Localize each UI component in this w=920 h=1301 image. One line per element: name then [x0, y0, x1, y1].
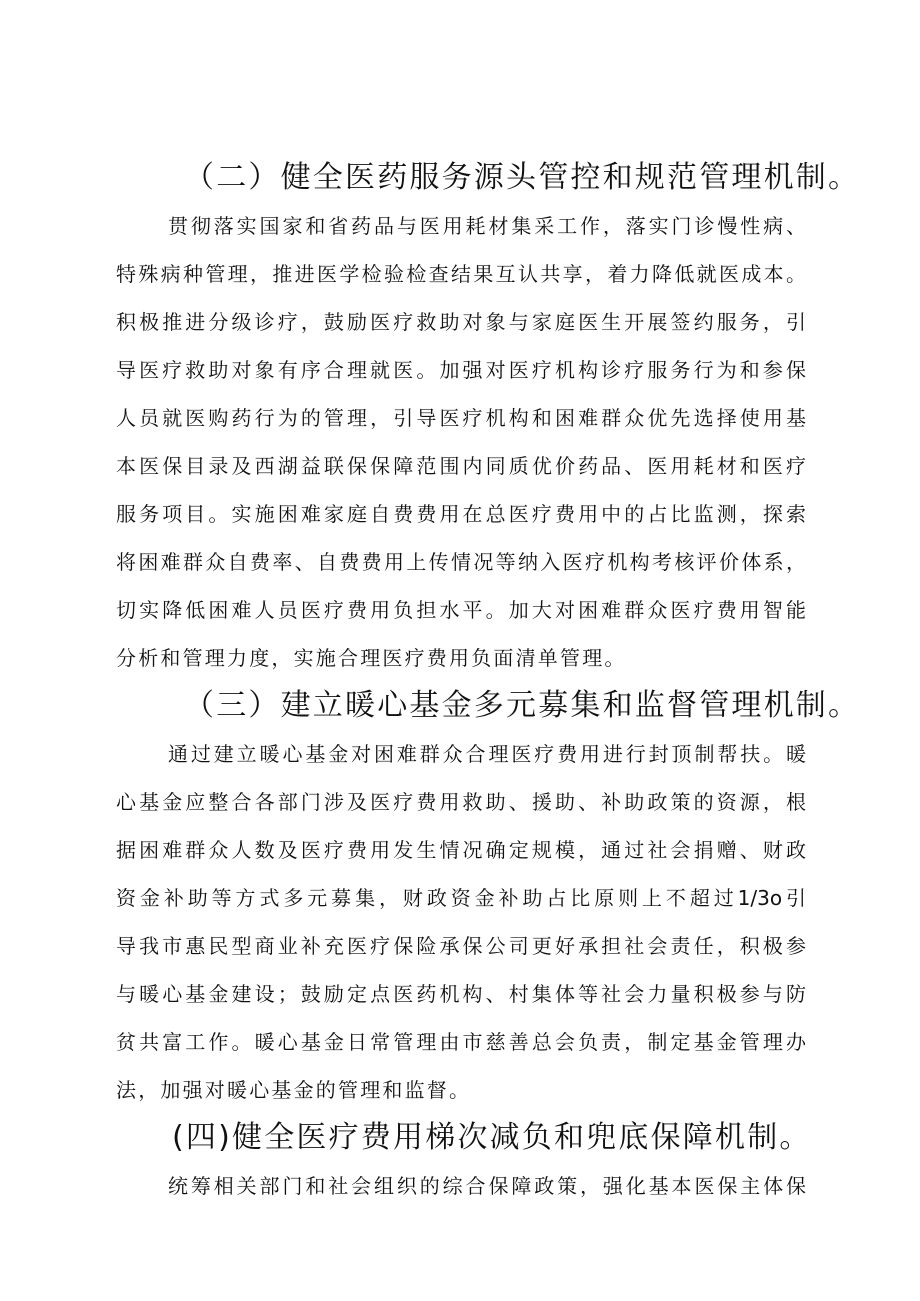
paragraph-line: 切实降低困难人员医疗费用负担水平。加大对困难群众医疗费用智能	[116, 598, 806, 622]
paragraph-line: 据困难群众人数及医疗费用发生情况确定规模，通过社会捐赠、财政	[116, 838, 806, 862]
paragraph-line: 特殊病种管理，推进医学检验检查结果互认共享，着力降低就医成本。	[116, 262, 806, 286]
paragraph-line: 导医疗救助对象有序合理就医。加强对医疗机构诊疗服务行为和参保	[116, 358, 806, 382]
paragraph-line: 法，加强对暖心基金的管理和监督。	[116, 1078, 472, 1102]
paragraph-line: 与暖心基金建设；鼓励定点医药机构、村集体等社会力量积极参与防	[116, 982, 806, 1006]
section-heading-2: （二）健全医药服务源头管控和规范管理机制。	[184, 160, 861, 195]
paragraph-line: 资金补助等方式多元募集，财政资金补助占比原则上不超过1/3o引	[116, 886, 806, 910]
paragraph-line: 心基金应整合各部门涉及医疗费用救助、援助、补助政策的资源，根	[116, 790, 806, 814]
paragraph-line: 贫共富工作。暖心基金日常管理由市慈善总会负责，制定基金管理办	[116, 1030, 806, 1054]
paragraph-line: 将困难群众自费率、自费费用上传情况等纳入医疗机构考核评价体系，	[116, 550, 806, 574]
paragraph-line: 贯彻落实国家和省药品与医用耗材集采工作，落实门诊慢性病、	[168, 214, 806, 238]
section-heading-3: （三）建立暖心基金多元募集和监督管理机制。	[184, 688, 861, 723]
paragraph-line: 分析和管理力度，实施合理医疗费用负面清单管理。	[116, 646, 627, 670]
section-paragraph-3	[116, 730, 806, 1114]
paragraph-line: 通过建立暖心基金对困难群众合理医疗费用进行封顶制帮扶。暖	[168, 742, 806, 766]
document-body	[116, 154, 861, 1210]
section-paragraph-4	[116, 1162, 806, 1210]
paragraph-line: 本医保目录及西湖益联保保障范围内同质优价药品、医用耗材和医疗	[116, 454, 806, 478]
paragraph-line: 统筹相关部门和社会组织的综合保障政策，强化基本医保主体保	[168, 1174, 806, 1198]
paragraph-line: 积极推进分级诊疗，鼓励医疗救助对象与家庭医生开展签约服务，引	[116, 310, 806, 334]
paragraph-line: 人员就医购药行为的管理，引导医疗机构和困难群众优先选择使用基	[116, 406, 806, 430]
paragraph-line: 服务项目。实施困难家庭自费费用在总医疗费用中的占比监测，探索	[116, 502, 806, 526]
paragraph-line: 导我市惠民型商业补充医疗保险承保公司更好承担社会责任，积极参	[116, 934, 806, 958]
section-heading-4: (四)健全医疗费用梯次减负和兜底保障机制。	[172, 1120, 812, 1155]
section-paragraph-2	[116, 202, 806, 682]
